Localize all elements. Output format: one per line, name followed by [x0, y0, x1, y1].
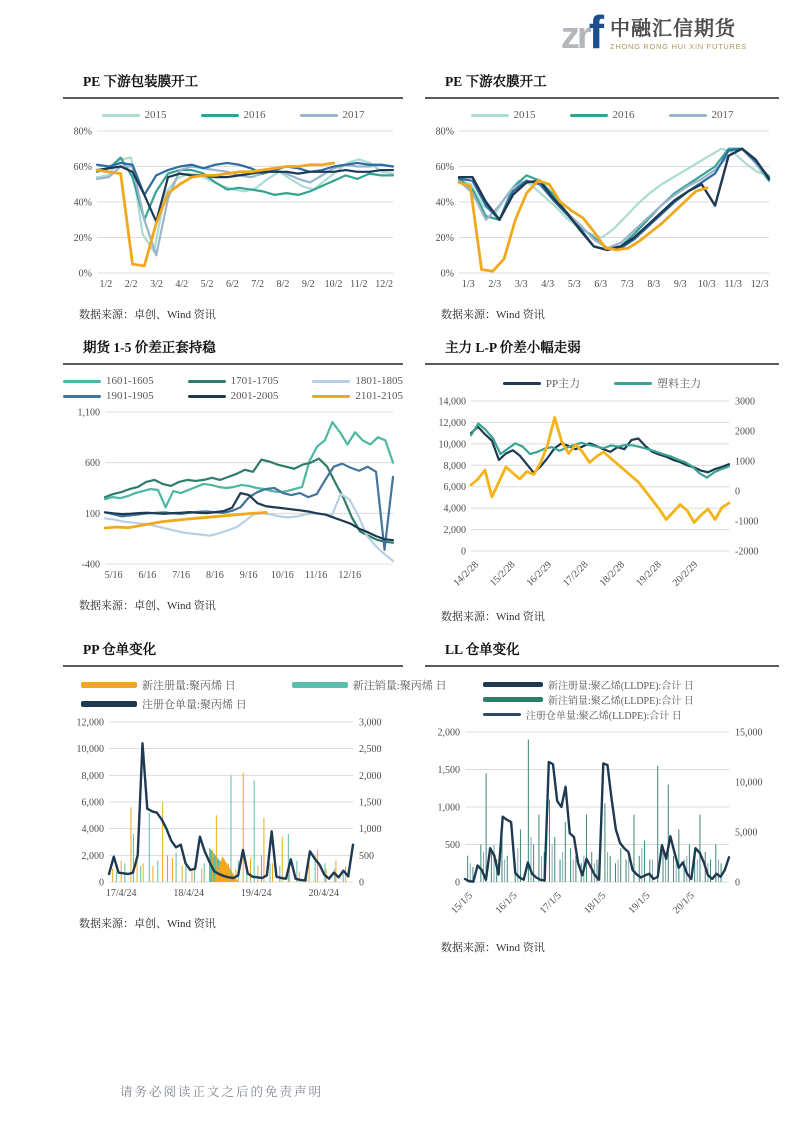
legend-label: 新注册量:聚丙烯 日 [142, 680, 236, 692]
legend-label: 2001-2005 [230, 390, 279, 402]
y-axis-tick: 6,000 [81, 797, 104, 809]
legend-label: 2016 [612, 109, 635, 121]
legend-swatch [81, 701, 137, 707]
legend-label: 新注册量:聚乙烯(LLDPE):合计 日 [548, 681, 694, 692]
x-axis-tick: 7/16 [172, 570, 191, 581]
legend-item [312, 375, 403, 387]
x-axis-tick: 2/3 [488, 279, 502, 290]
legend-swatch [570, 114, 608, 117]
legend-row [63, 390, 403, 402]
chart-legend [483, 677, 779, 722]
series-line [105, 464, 393, 550]
data-source: 数据来源：卓创、Wind 资讯 [79, 600, 216, 612]
chart-canvas [63, 123, 403, 295]
x-axis-tick: 6/16 [138, 570, 157, 581]
x-axis-tick: 18/4/24 [173, 888, 204, 899]
y2-axis-tick: 1000 [735, 456, 755, 468]
charts-row-2 [63, 336, 779, 624]
x-axis-tick: 15/2/28 [488, 559, 518, 589]
legend-item [483, 707, 682, 722]
y2-axis-tick: 3000 [735, 396, 755, 408]
legend-swatch [63, 380, 101, 383]
y-axis-tick: 500 [445, 840, 460, 851]
x-axis-tick: 1/2 [99, 279, 113, 290]
chart-canvas [63, 404, 403, 586]
chart-legend [63, 375, 403, 402]
y2-axis-tick: 15,000 [735, 727, 763, 739]
data-source: 数据来源：Wind 资讯 [441, 611, 545, 623]
y-axis-tick: 20% [73, 233, 92, 244]
chart-plot-area [63, 123, 403, 300]
data-source: 数据来源：卓创、Wind 资讯 [79, 918, 216, 930]
y2-axis-tick: 1,000 [359, 824, 382, 836]
y-axis-tick: 4,000 [443, 503, 466, 515]
y2-axis-tick: 5,000 [735, 827, 758, 839]
legend-row [63, 375, 403, 387]
legend-label: 注册仓单量:聚丙烯 日 [142, 699, 247, 711]
series-line [97, 167, 393, 222]
y2-axis-tick: 2,000 [359, 770, 382, 782]
x-axis-tick: 18/2/28 [597, 559, 628, 589]
chart-legend [63, 109, 403, 121]
x-axis-tick: 12/3 [750, 279, 769, 290]
legend-item [471, 109, 536, 121]
chart-pe-agri-film-operating-rate [425, 70, 779, 322]
y-axis-tick: 100 [85, 508, 100, 520]
x-axis-tick: 14/2/28 [451, 559, 481, 589]
legend-label: PP主力 [545, 378, 581, 390]
x-axis-tick: 1/3 [461, 279, 475, 290]
y2-axis-tick: 2,500 [359, 744, 382, 756]
y-axis-tick: 10,000 [438, 439, 466, 451]
legend-item [614, 375, 701, 391]
y-axis-tick: 40% [73, 197, 92, 209]
chart-legend [425, 109, 779, 121]
x-axis-tick: 17/4/24 [105, 888, 137, 899]
legend-row [81, 677, 447, 693]
charts-row-1 [63, 70, 779, 322]
chart-canvas [425, 123, 779, 295]
y-axis-tick: 600 [85, 458, 100, 470]
x-axis-tick: 19/1/5 [626, 890, 653, 917]
chart-title: 期货 1-5 价差正套持稳 [83, 340, 216, 355]
x-axis-tick: 9/16 [239, 570, 258, 581]
y-axis-tick: 0 [455, 877, 460, 889]
charts-grid [63, 70, 779, 969]
chart-title: 主力 L-P 价差小幅走弱 [445, 340, 581, 355]
legend-item [188, 375, 279, 387]
x-axis-tick: 17/1/5 [537, 890, 564, 917]
x-axis-tick: 4/2 [175, 279, 189, 290]
chart-plot-area [63, 404, 403, 591]
x-axis-tick: 8/3 [647, 279, 661, 290]
chart-pe-packaging-film-operating-rate [63, 70, 403, 322]
x-axis-tick: 11/2 [350, 279, 368, 290]
x-axis-tick: 5/3 [567, 279, 581, 290]
legend-item [483, 692, 694, 707]
y-axis-tick: 40% [435, 197, 454, 209]
y-axis-tick: 8,000 [81, 770, 104, 782]
logo-f: f [588, 6, 602, 58]
x-axis-tick: 12/16 [338, 570, 362, 581]
x-axis-tick: 20/2/29 [670, 559, 701, 589]
y-axis-tick: 2,000 [437, 727, 460, 739]
legend-swatch [669, 114, 707, 117]
legend-label: 1701-1705 [230, 375, 279, 387]
company-logo [560, 6, 747, 58]
y-axis-tick: 80% [73, 126, 92, 138]
legend-label: 1901-1905 [106, 390, 154, 402]
legend-item [669, 109, 734, 121]
legend-swatch [312, 380, 350, 383]
data-source: 数据来源：Wind 资讯 [441, 309, 545, 321]
title-divider [425, 97, 779, 99]
y2-axis-tick: 2000 [735, 426, 755, 438]
legend-swatch [614, 382, 652, 385]
x-axis-tick: 8/16 [205, 570, 224, 581]
legend-item [483, 677, 694, 692]
data-source: 数据来源：Wind 资讯 [441, 942, 545, 954]
x-axis-tick: 17/2/28 [561, 559, 591, 589]
chart-legend [63, 677, 447, 712]
chart-plot-area [425, 123, 779, 300]
legend-item [201, 109, 266, 121]
legend-item [503, 375, 580, 391]
legend-item [63, 375, 154, 387]
y-axis-tick: 0 [99, 877, 104, 889]
legend-item [312, 390, 403, 402]
legend-row [425, 109, 779, 121]
chart-futures-1-5-spread [63, 336, 403, 624]
chart-title: LL 仓单变化 [445, 642, 520, 657]
y2-axis-tick: 500 [359, 850, 374, 862]
company-name-cn: 中融汇信期货 [610, 17, 737, 40]
logo-zrf-mark [560, 6, 602, 58]
legend-label: 2015 [513, 109, 536, 121]
y-axis-tick: 6,000 [443, 482, 466, 494]
x-axis-tick: 15/1/5 [449, 890, 476, 917]
x-axis-tick: 2/2 [124, 279, 138, 290]
series-line [97, 165, 393, 256]
legend-item [102, 109, 167, 121]
chart-title: PE 下游农膜开工 [445, 74, 547, 89]
x-axis-tick: 5/16 [104, 570, 123, 581]
x-axis-tick: 19/2/28 [634, 559, 664, 589]
y-axis-tick: -400 [81, 559, 100, 571]
title-divider [63, 97, 403, 99]
x-axis-tick: 9/2 [301, 279, 315, 290]
chart-canvas [425, 724, 779, 928]
title-divider [63, 363, 403, 365]
y-axis-tick: 2,000 [443, 525, 466, 537]
y-axis-tick: 60% [73, 162, 92, 173]
legend-label: 1601-1605 [106, 375, 154, 387]
legend-item [292, 677, 447, 693]
chart-plot-area [63, 714, 403, 909]
legend-row [483, 677, 779, 692]
title-divider [63, 665, 403, 667]
logo-zr: zr [560, 15, 589, 57]
x-axis-tick: 10/16 [270, 570, 294, 581]
x-axis-tick: 19/4/24 [240, 888, 272, 899]
chart-canvas [63, 714, 403, 904]
x-axis-tick: 6/2 [225, 279, 239, 290]
x-axis-tick: 10/3 [697, 279, 716, 290]
x-axis-tick: 18/1/5 [582, 890, 609, 917]
legend-label: 1801-1805 [355, 375, 404, 387]
x-axis-tick: 20/4/24 [308, 888, 340, 899]
x-axis-tick: 11/16 [304, 570, 328, 581]
legend-label: 新注销量:聚乙烯(LLDPE):合计 日 [548, 696, 694, 707]
legend-swatch [102, 114, 140, 117]
x-axis-tick: 11/3 [724, 279, 742, 290]
legend-item [81, 677, 236, 693]
y-axis-tick: 2,000 [81, 850, 104, 862]
legend-swatch [483, 682, 543, 687]
y2-axis-tick: 10,000 [735, 777, 763, 789]
y-axis-tick: 80% [435, 126, 454, 138]
legend-swatch [471, 114, 509, 117]
data-source: 数据来源：卓创、Wind 资讯 [79, 309, 216, 321]
y-axis-tick: 8,000 [443, 460, 466, 472]
legend-label: 新注销量:聚丙烯 日 [352, 680, 447, 692]
legend-label: 2017 [342, 109, 365, 121]
legend-swatch [483, 697, 543, 702]
legend-row [63, 109, 403, 121]
legend-label: 2101-2105 [355, 390, 404, 402]
y-axis-tick: 1,500 [437, 765, 460, 776]
y-axis-tick: 12,000 [76, 717, 104, 729]
y-axis-tick: 60% [435, 162, 454, 173]
title-divider [425, 665, 779, 667]
y2-axis-tick: 0 [735, 486, 740, 498]
y2-axis-tick: -2000 [735, 546, 759, 558]
chart-ll-warehouse-receipts [425, 638, 779, 955]
x-axis-tick: 7/2 [251, 279, 265, 290]
legend-swatch [483, 713, 521, 716]
y-axis-tick: 0 [461, 546, 466, 558]
y-axis-tick: 14,000 [438, 396, 466, 408]
y2-axis-tick: 1,500 [359, 797, 382, 809]
legend-item [81, 696, 247, 712]
legend-swatch [188, 380, 226, 383]
chart-legend [425, 375, 779, 391]
legend-swatch [63, 395, 101, 398]
y-axis-tick: 0% [440, 268, 454, 280]
logo-text [610, 18, 747, 51]
y2-axis-tick: 0 [735, 877, 740, 889]
x-axis-tick: 7/3 [620, 279, 634, 290]
chart-plot-area [425, 393, 779, 602]
legend-swatch [300, 114, 338, 117]
x-axis-tick: 6/3 [594, 279, 608, 290]
y2-axis-tick: 3,000 [359, 717, 382, 729]
x-axis-tick: 3/2 [150, 279, 163, 290]
legend-label: 2015 [144, 109, 167, 121]
legend-swatch [201, 114, 239, 117]
x-axis-tick: 16/1/5 [493, 890, 520, 917]
legend-row [483, 692, 779, 707]
series-line [105, 494, 393, 561]
title-divider [425, 363, 779, 365]
y-axis-tick: 0% [78, 268, 92, 280]
chart-pp-warehouse-receipts [63, 638, 447, 955]
legend-label: 2016 [243, 109, 266, 121]
series-line [459, 149, 769, 248]
legend-label: 塑料主力 [657, 378, 702, 390]
x-axis-tick: 12/2 [375, 279, 394, 290]
y-axis-tick: 4,000 [81, 824, 104, 836]
chart-plot-area [425, 724, 779, 933]
legend-row [483, 707, 779, 722]
y-axis-tick: 12,000 [438, 417, 466, 429]
series-line [459, 181, 707, 272]
x-axis-tick: 16/2/29 [524, 559, 554, 589]
y-axis-tick: 10,000 [76, 744, 104, 756]
chart-title: PE 下游包装膜开工 [83, 74, 199, 89]
x-axis-tick: 9/3 [673, 279, 687, 290]
legend-swatch [312, 395, 350, 398]
company-name-en: ZHONG RONG HUI XIN FUTURES [610, 41, 747, 51]
x-axis-tick: 10/2 [324, 279, 343, 290]
disclaimer-note: 请务必阅读正文之后的免责声明 [120, 1085, 324, 1099]
y-axis-tick: 1,000 [437, 802, 460, 814]
x-axis-tick: 4/3 [541, 279, 555, 290]
x-axis-tick: 5/2 [200, 279, 214, 290]
legend-item [300, 109, 365, 121]
y-axis-tick: 20% [435, 233, 454, 244]
legend-row [81, 696, 403, 712]
y2-axis-tick: 0 [359, 877, 364, 889]
x-axis-tick: 8/2 [276, 279, 290, 290]
chart-lp-spread [425, 336, 779, 624]
legend-swatch [81, 682, 137, 688]
y-axis-tick: 1,100 [77, 407, 100, 419]
legend-row [425, 375, 779, 391]
chart-canvas [425, 393, 779, 597]
series-line [471, 418, 729, 523]
charts-row-3 [63, 638, 779, 955]
legend-swatch [503, 382, 541, 385]
legend-item [63, 390, 154, 402]
legend-swatch [292, 682, 348, 688]
x-axis-tick: 3/3 [514, 279, 528, 290]
legend-label: 注册仓单量:聚乙烯(LLDPE):合计 日 [526, 711, 682, 722]
legend-label: 2017 [711, 109, 734, 121]
legend-item [570, 109, 635, 121]
x-axis-tick: 20/1/5 [670, 890, 697, 917]
legend-item [188, 390, 279, 402]
legend-swatch [188, 395, 226, 398]
y2-axis-tick: -1000 [735, 516, 759, 528]
chart-title: PP 仓单变化 [83, 642, 157, 657]
